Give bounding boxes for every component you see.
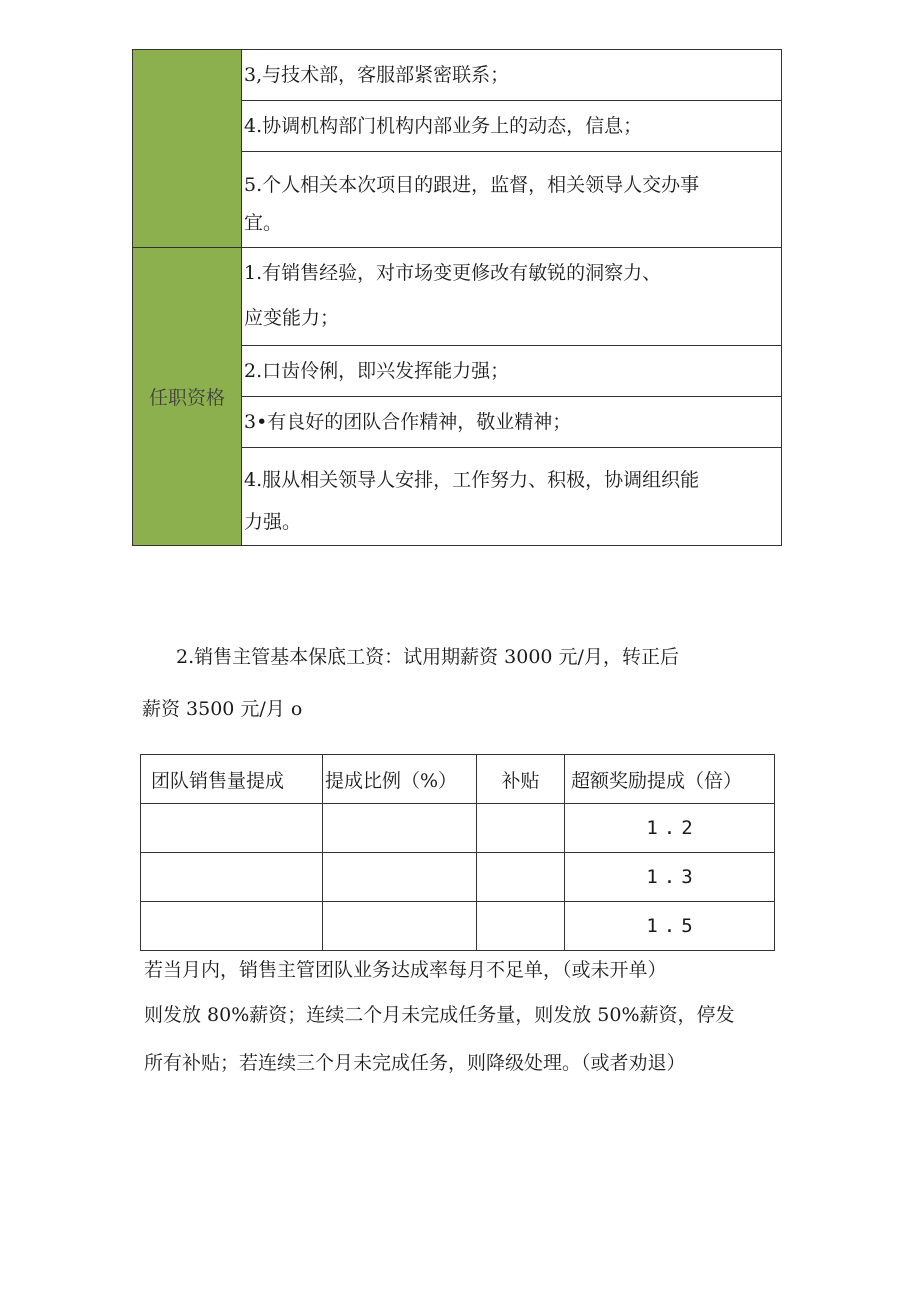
qual-row-1 — [242, 248, 782, 346]
note-line3: 所有补贴；若连续三个月未完成任务，则降级处理。（或者劝退） — [144, 1052, 686, 1074]
table-cell — [477, 902, 565, 951]
table-cell-multiplier: 1.3 — [565, 853, 775, 902]
header-commission-rate: 提成比例（%） — [323, 755, 477, 804]
table-row — [141, 902, 775, 951]
qual-row-4-line1: 4.服从相关领导人安排，工作努力、积极，协调组织能 — [244, 469, 700, 491]
header-team-sales-commission: 团队销售量提成 — [141, 755, 323, 804]
table-cell — [141, 804, 323, 853]
table-cell — [141, 902, 323, 951]
qual-row-3: 3•有良好的团队合作精神，敬业精神； — [242, 397, 782, 448]
duty-row-3: 3,与技术部，客服部紧密联系； — [242, 50, 782, 101]
header-subsidy: 补贴 — [477, 755, 565, 804]
salary-paragraph-line2: 薪资 3500 元/月 o — [142, 698, 303, 720]
qual-row-4-line2: 力强。 — [244, 511, 302, 533]
commission-table — [140, 754, 775, 951]
table-cell — [477, 853, 565, 902]
table-cell-multiplier: 1.5 — [565, 902, 775, 951]
duty-row-4: 4.协调机构部门机构内部业务上的动态，信息； — [242, 101, 782, 152]
qualification-label: 任职资格 — [133, 248, 242, 546]
note-line2: 则发放 80%薪资；连续二个月未完成任务量，则发放 50%薪资，停发 — [144, 1004, 735, 1026]
note-line1: 若当月内，销售主管团队业务达成率每月不足单，（或未开单） — [144, 959, 667, 981]
duty-label-cell — [133, 50, 242, 248]
qual-row-1-line2: 应变能力； — [244, 307, 340, 329]
table-cell — [323, 902, 477, 951]
table-cell — [323, 804, 477, 853]
table-row — [141, 804, 775, 853]
table-cell — [141, 853, 323, 902]
table-cell — [477, 804, 565, 853]
table-cell-multiplier: 1.2 — [565, 804, 775, 853]
duty-row-5-line2: 宜。 — [244, 212, 283, 234]
table-row — [141, 853, 775, 902]
commission-header-row — [141, 755, 775, 804]
qual-row-1-line1: 1.有销售经验，对市场变更修改有敏锐的洞察力、 — [244, 262, 662, 284]
qual-row-4 — [242, 448, 782, 546]
table-cell — [323, 853, 477, 902]
qual-row-2: 2.口齿伶俐，即兴发挥能力强； — [242, 346, 782, 397]
duty-row-5 — [242, 152, 782, 248]
header-excess-bonus: 超额奖励提成（倍） — [565, 755, 775, 804]
salary-paragraph-line1: 2.销售主管基本保底工资：试用期薪资 3000 元/月，转正后 — [176, 646, 679, 668]
duty-row-5-line1: 5.个人相关本次项目的跟进，监督，相关领导人交办事 — [244, 174, 700, 196]
qualification-table — [132, 49, 782, 546]
